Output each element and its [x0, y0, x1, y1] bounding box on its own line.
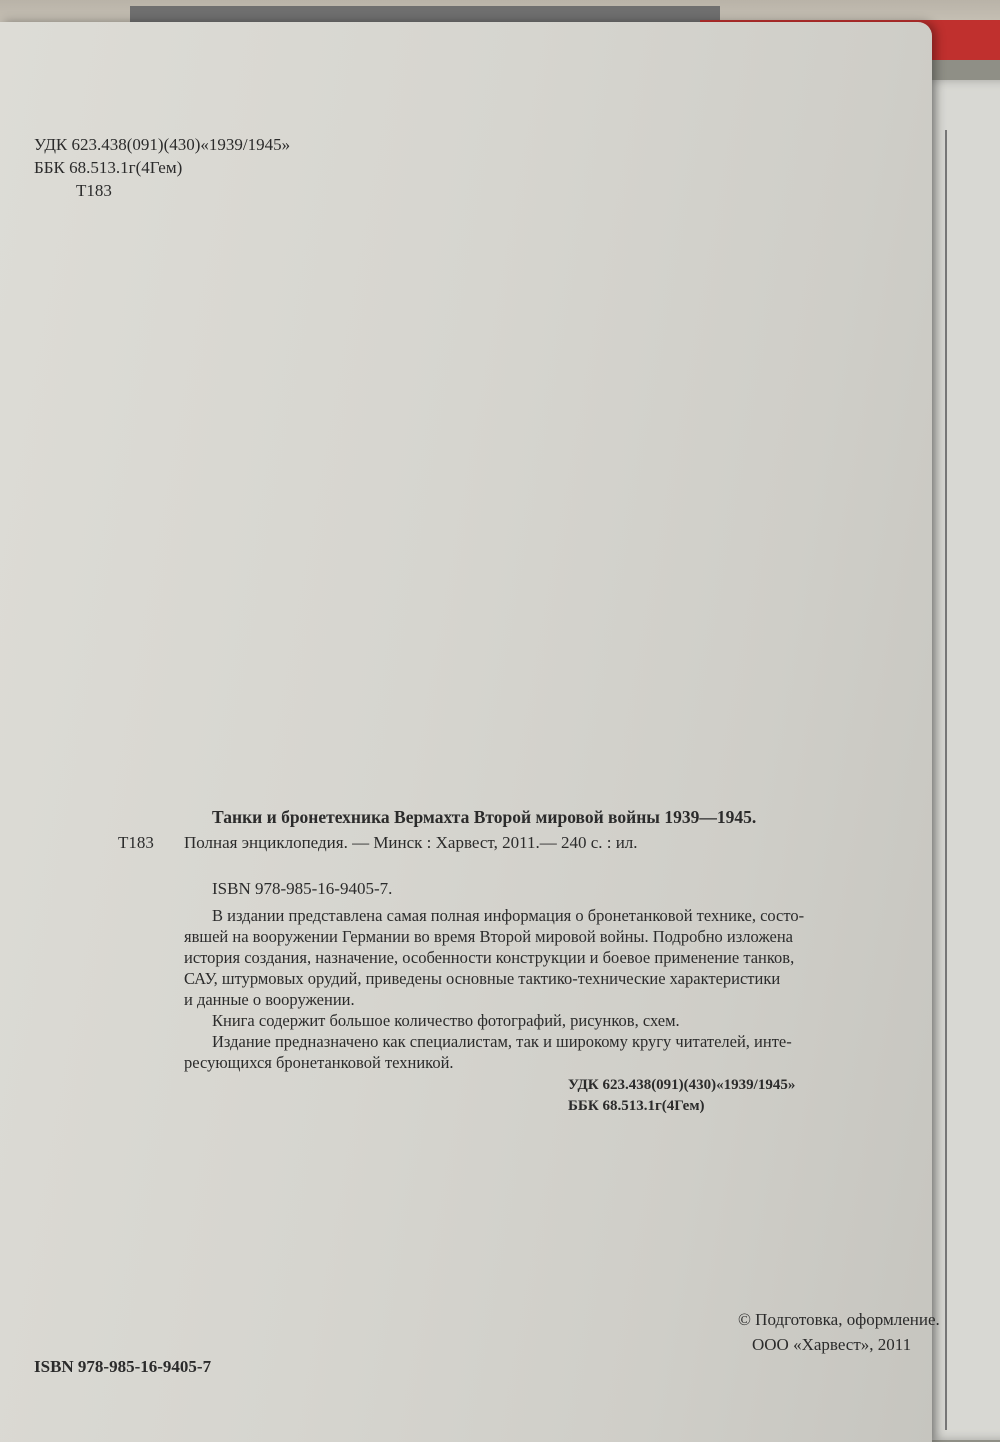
record-bbk: ББК 68.513.1г(4Гем): [568, 1098, 705, 1114]
record-udk: УДК 623.438(091)(430)«1939/1945»: [568, 1077, 796, 1093]
top-udk: УДК 623.438(091)(430)«1939/1945»: [34, 135, 291, 154]
adjacent-page-border: [945, 130, 947, 1430]
book-title: Танки и бронетехника Вермахта Второй мировой войны 1939—1945.: [212, 807, 757, 827]
annotation-line-1: В издании представлена самая полная информация о бронетанковой технике, состо-: [212, 906, 805, 925]
book-page: [0, 22, 940, 1442]
annotation-line-2: явшей на вооружении Германии во время Второй мировой войны. Подробно изложена: [184, 927, 794, 946]
annotation-line-6: Книга содержит большое количество фотографий, рисунков, схем.: [212, 1011, 680, 1030]
top-code: Т183: [76, 181, 112, 200]
copyright-line-1: © Подготовка, оформление.: [738, 1310, 940, 1329]
adjacent-page: [925, 80, 1000, 1440]
record-code: Т183: [118, 833, 154, 852]
annotation-line-4: САУ, штурмовых орудий, приведены основные тактико-технические характеристики: [184, 969, 781, 988]
top-bbk: ББК 68.513.1г(4Гем): [34, 158, 183, 177]
annotation-line-7: Издание предназначено как специалистам, так и широкому кругу читателей, инте-: [212, 1032, 792, 1051]
copyright-line-2: ООО «Харвест», 2011: [752, 1335, 912, 1354]
record-isbn: ISBN 978-985-16-9405-7.: [212, 879, 393, 898]
record-imprint: Полная энциклопедия. — Минск : Харвест, 2011.— 240 с. : ил.: [184, 833, 638, 852]
annotation-line-3: история создания, назначение, особенности конструкции и боевое применение танков,: [184, 948, 795, 967]
footer-isbn: ISBN 978-985-16-9405-7: [34, 1357, 212, 1376]
annotation-line-8: ресующихся бронетанковой техникой.: [184, 1053, 454, 1072]
annotation-line-5: и данные о вооружении.: [184, 990, 355, 1009]
